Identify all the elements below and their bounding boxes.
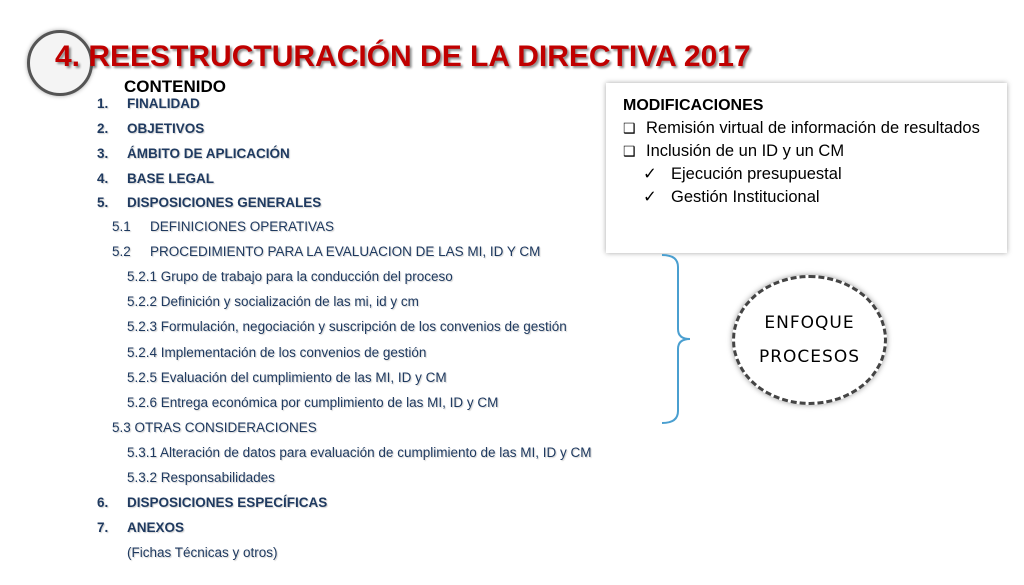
toc-text: ÁMBITO DE APLICACIÓN [127, 146, 290, 161]
toc-item [97, 96, 200, 111]
toc-item: 5.2.2 Definición y socialización de las mi, id y cm [127, 294, 419, 309]
toc-item [112, 244, 540, 259]
toc-item: (Fichas Técnicas y otros) [127, 545, 278, 560]
modification-subtext: Ejecución presupuestal [671, 165, 842, 183]
toc-number: 4. [97, 171, 109, 186]
toc-number: 6. [97, 495, 109, 510]
focus-line-2: PROCESOS [758, 347, 861, 367]
modification-item [623, 117, 1007, 140]
modification-text: Remisión virtual de información de resultados [646, 119, 980, 137]
toc-item [97, 121, 204, 136]
checkbox-square-icon: ❑ [623, 120, 636, 136]
modifications-title: MODIFICACIONES [623, 97, 764, 114]
toc-text: PROCEDIMIENTO PARA LA EVALUACION DE LAS MI, ID Y CM [150, 244, 541, 259]
toc-number: 7. [97, 520, 109, 535]
toc-number: 5.1 [112, 219, 131, 234]
toc-text: BASE LEGAL [127, 171, 215, 186]
toc-item: 5.3 OTRAS CONSIDERACIONES [112, 420, 317, 435]
toc-number: 5.2 [112, 244, 131, 259]
toc-item: 5.2.5 Evaluación del cumplimiento de las MI, ID y CM [127, 370, 447, 385]
focus-line-1: ENFOQUE [764, 313, 855, 333]
toc-item [112, 219, 334, 234]
toc-text: OBJETIVOS [127, 121, 205, 136]
checkmark-icon: ✓ [643, 188, 657, 206]
modifications-box [606, 83, 1007, 253]
toc-item: 5.3.2 Responsabilidades [127, 470, 275, 485]
toc-number: 3. [97, 146, 109, 161]
toc-item [97, 195, 321, 210]
modification-subitem [623, 186, 1007, 209]
toc-item [97, 146, 290, 161]
toc-text: FINALIDAD [127, 96, 200, 111]
page-title: 4. REESTRUCTURACIÓN DE LA DIRECTIVA 2017 [55, 40, 751, 73]
toc-item [97, 171, 214, 186]
checkbox-square-icon: ❑ [623, 143, 636, 159]
modification-item [623, 140, 1007, 163]
toc-text: DISPOSICIONES ESPECÍFICAS [127, 495, 328, 510]
toc-number: 5. [97, 195, 109, 210]
toc-text: ANEXOS [127, 520, 185, 535]
toc-number: 2. [97, 121, 109, 136]
checkmark-icon: ✓ [643, 165, 657, 183]
toc-item: 5.2.1 Grupo de trabajo para la conducción del proceso [127, 269, 453, 284]
contents-heading: CONTENIDO [124, 77, 226, 96]
toc-item [97, 520, 184, 535]
toc-item: 5.2.3 Formulación, negociación y suscripción de los convenios de gestión [127, 319, 567, 334]
modification-subitem [623, 163, 1007, 186]
toc-text: DISPOSICIONES GENERALES [127, 195, 322, 210]
focus-ellipse [732, 275, 887, 405]
toc-item: 5.3.1 Alteración de datos para evaluación de cumplimiento de las MI, ID y CM [127, 445, 592, 460]
toc-item: 5.2.4 Implementación de los convenios de gestión [127, 345, 427, 360]
right-brace-icon [660, 253, 694, 425]
toc-item: 5.2.6 Entrega económica por cumplimiento de las MI, ID y CM [127, 395, 499, 410]
modification-text: Inclusión de un ID y un CM [646, 142, 845, 160]
toc-item [97, 495, 327, 510]
modification-subtext: Gestión Institucional [671, 188, 820, 206]
toc-text: DEFINICIONES OPERATIVAS [150, 219, 335, 234]
toc-number: 1. [97, 96, 109, 111]
